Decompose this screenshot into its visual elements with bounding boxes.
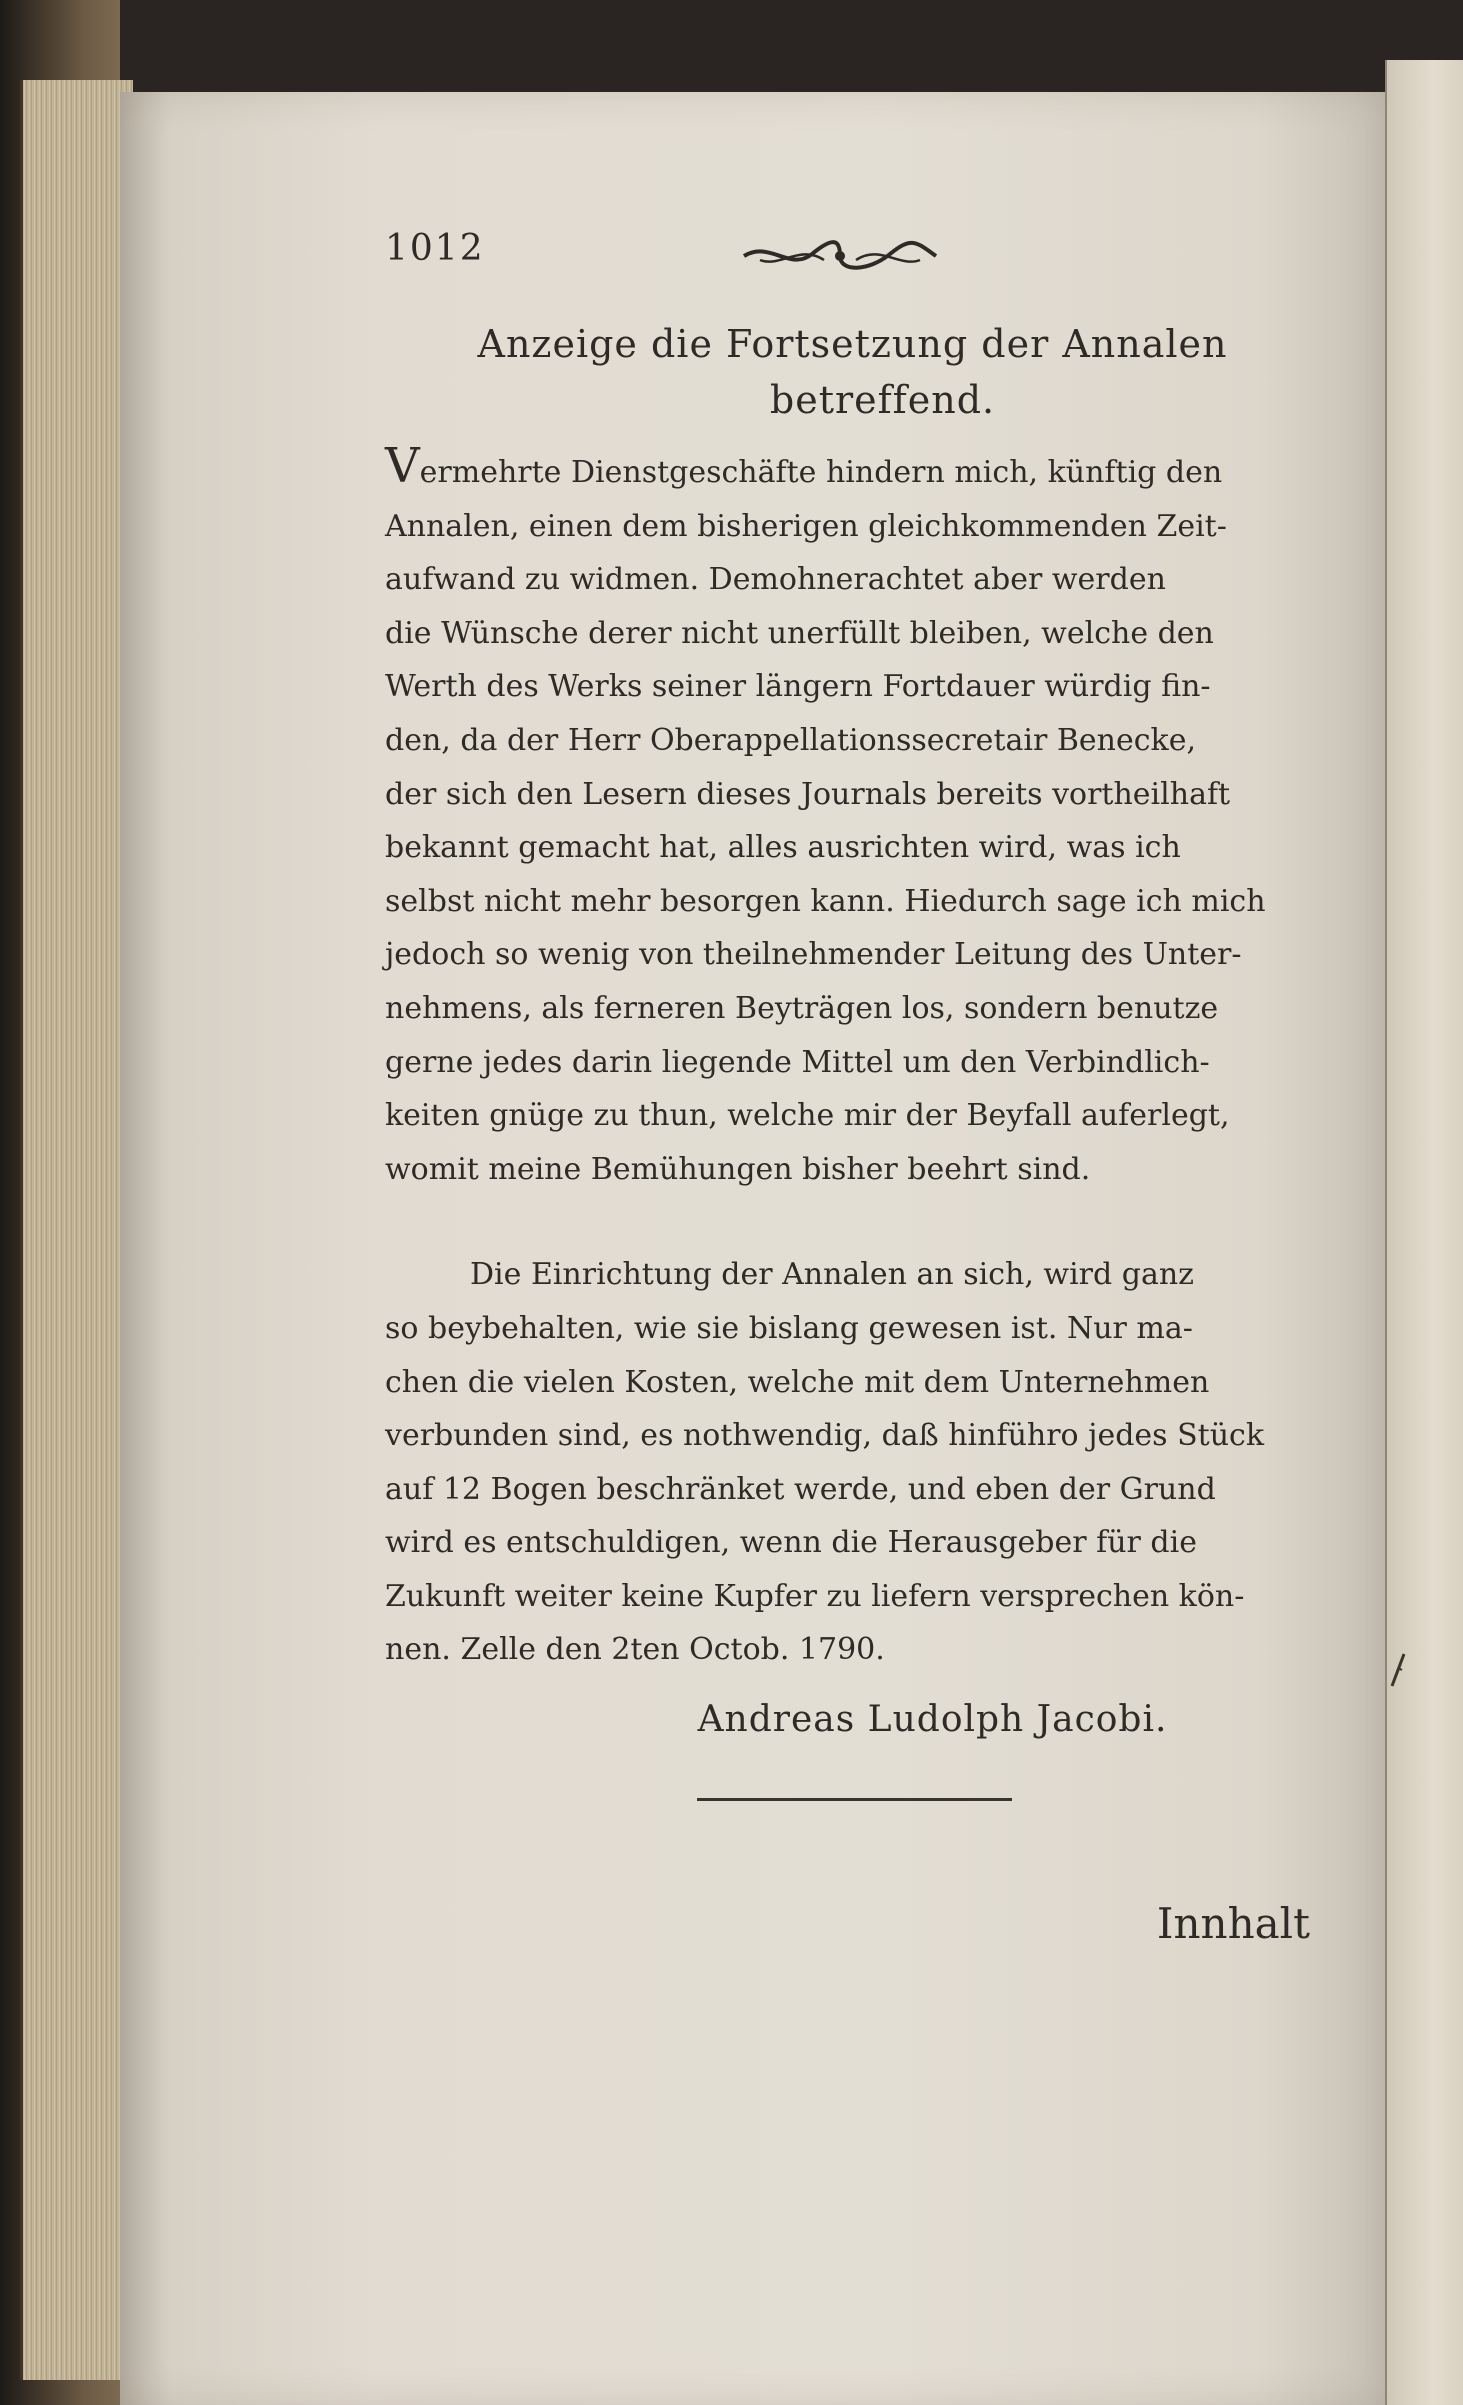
page-header — [385, 228, 1320, 288]
author-signature: Andreas Ludolph Jacobi. — [697, 1699, 1168, 1741]
text-line: keiten gnüge zu thun, welche mir der Beyfall auferlegt, — [385, 1098, 1230, 1134]
text-line: ermehrte Dienstgeschäfte hindern mich, künftig den — [419, 455, 1223, 490]
article-heading — [385, 316, 1320, 428]
paragraph-arrangement — [385, 1248, 1320, 1677]
page-number: 1012 — [385, 228, 485, 269]
text-line: verbunden sind, es nothwendig, daß hinführo jedes Stück — [385, 1418, 1265, 1454]
text-line: Werth des Werks seiner längern Fortdauer würdig fin- — [385, 669, 1211, 705]
marginal-pencil-mark-icon — [1388, 1650, 1410, 1690]
text-line: jedoch so wenig von theilnehmender Leitung des Unter- — [385, 937, 1242, 973]
text-line: selbst nicht mehr besorgen kann. Hiedurch sage ich mich — [385, 883, 1266, 919]
paragraph-announcement — [385, 438, 1320, 1196]
catchword: Innhalt — [1156, 1899, 1310, 1949]
text-line: Annalen, einen dem bisherigen gleichkommenden Zeit- — [385, 508, 1227, 544]
text-line: chen die vielen Kosten, welche mit dem Unternehmen — [385, 1364, 1210, 1400]
heading-line-1: Anzeige die Fortsetzung der Annalen — [477, 322, 1228, 366]
text-line: Zukunft weiter keine Kupfer zu liefern versprechen kön- — [385, 1578, 1245, 1614]
text-line: nen. Zelle den 2ten Octob. 1790. — [385, 1632, 885, 1668]
text-line: womit meine Bemühungen bisher beehrt sind. — [385, 1151, 1091, 1187]
page-content — [385, 228, 1320, 1948]
decorative-flourish-icon — [740, 234, 940, 278]
text-line: bekannt gemacht hat, alles ausrichten wird, was ich — [385, 830, 1181, 866]
section-divider — [697, 1798, 1012, 1801]
text-line: auf 12 Bogen beschränket werde, und eben der Grund — [385, 1471, 1216, 1507]
drop-initial: V — [385, 438, 420, 494]
text-line: nehmens, als ferneren Beyträgen los, sondern benutze — [385, 990, 1219, 1026]
adjacent-page-edge — [1385, 60, 1463, 2405]
text-line: so beybehalten, wie sie bislang gewesen ist. Nur ma- — [385, 1310, 1193, 1346]
text-line: gerne jedes darin liegende Mittel um den Verbindlich- — [385, 1044, 1210, 1080]
text-line: Die Einrichtung der Annalen an sich, wird ganz — [470, 1257, 1194, 1293]
text-line: aufwand zu widmen. Demohnerachtet aber werden — [385, 562, 1166, 598]
text-line: den, da der Herr Oberappellationssecretair Benecke, — [385, 722, 1196, 758]
heading-line-2: betreffend. — [769, 378, 996, 422]
text-line: wird es entschuldigen, wenn die Herausgeber für die — [385, 1525, 1197, 1561]
page-edges — [20, 80, 133, 2380]
text-line: der sich den Lesern dieses Journals bereits vortheilhaft — [385, 776, 1231, 812]
text-line: die Wünsche derer nicht unerfüllt bleiben, welche den — [385, 615, 1214, 651]
